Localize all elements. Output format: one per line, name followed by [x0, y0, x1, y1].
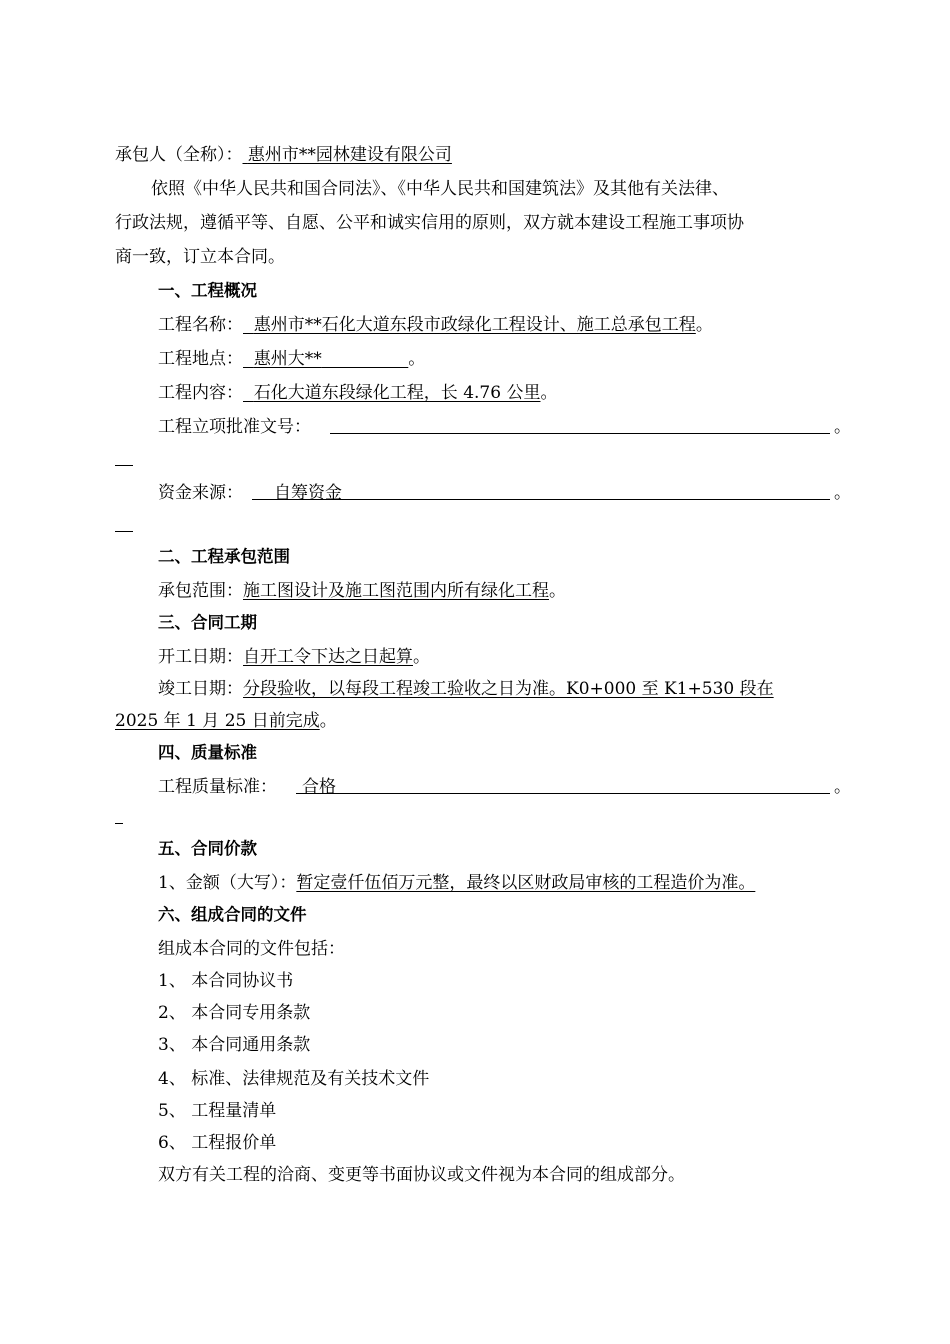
end-date-line-2: 2025 年 1 月 25 日前完成。	[115, 711, 337, 731]
project-location-line: 工程地点： 惠州大** 。	[158, 349, 426, 369]
document-item-1: 1、 本合同协议书	[158, 971, 294, 991]
funding-wrap-underline	[115, 531, 133, 532]
project-content-label: 工程内容：	[158, 383, 243, 403]
document-item-3: 3、 本合同通用条款	[158, 1035, 311, 1055]
contractor-line	[115, 143, 452, 167]
approval-number-label: 工程立项批准文号：	[158, 417, 311, 437]
funding-label: 资金来源：	[158, 483, 243, 503]
scope-label: 承包范围：	[158, 581, 243, 601]
document-item-6: 6、 工程报价单	[158, 1133, 277, 1153]
section-1-heading: 一、工程概况	[158, 281, 257, 300]
project-content-line: 工程内容： 石化大道东段绿化工程，长 4.76 公里。	[158, 383, 558, 403]
preamble-line-1: 依照《中华人民共和国合同法》、《中华人民共和国建筑法》及其他有关法律、	[151, 179, 729, 199]
project-location-value: 惠州大**	[253, 349, 322, 369]
documents-intro: 组成本合同的文件包括：	[158, 939, 345, 959]
start-date-label: 开工日期：	[158, 647, 243, 667]
quality-period: 。	[834, 777, 851, 797]
scope-line: 承包范围：施工图设计及施工图范围内所有绿化工程。	[158, 581, 566, 601]
project-location-label: 工程地点：	[158, 349, 243, 369]
document-item-5: 5、 工程量清单	[158, 1101, 277, 1121]
amount-line	[158, 871, 755, 895]
document-item-2: 2、 本合同专用条款	[158, 1003, 311, 1023]
amount-label: 1、金额（大写）：	[158, 873, 297, 893]
section-4-heading: 四、质量标准	[158, 743, 257, 762]
quality-label: 工程质量标准：	[158, 777, 277, 797]
quality-value: 合格	[302, 777, 336, 797]
documents-closing: 双方有关工程的洽商、变更等书面协议或文件视为本合同的组成部分。	[158, 1165, 685, 1185]
document-item-4: 4、 标准、法律规范及有关技术文件	[158, 1069, 430, 1089]
end-date-value-1: 分段验收，以每段工程竣工验收之日为准。K0+000 至 K1+530 段在	[243, 679, 774, 699]
project-name-value: 惠州市**石化大道东段市政绿化工程设计、施工总承包工程	[253, 315, 696, 335]
quality-wrap-underline	[115, 823, 123, 824]
section-3-heading: 三、合同工期	[158, 613, 257, 632]
start-date-line: 开工日期：自开工令下达之日起算。	[158, 647, 430, 667]
section-6-heading: 六、组成合同的文件	[158, 905, 307, 924]
start-date-value: 自开工令下达之日起算	[243, 647, 413, 667]
project-content-value: 石化大道东段绿化工程，长 4.76 公里	[253, 383, 541, 403]
end-date-label: 竣工日期：	[158, 679, 243, 699]
approval-period: 。	[834, 417, 851, 437]
preamble-line-2: 行政法规，遵循平等、自愿、公平和诚实信用的原则，双方就本建设工程施工事项协	[115, 213, 744, 233]
section-2-heading: 二、工程承包范围	[158, 547, 290, 566]
approval-number-blank	[330, 433, 830, 434]
approval-wrap-underline	[115, 465, 133, 466]
funding-period: 。	[834, 483, 851, 503]
end-date-value-2: 2025 年 1 月 25 日前完成	[115, 711, 320, 731]
project-name-label: 工程名称：	[158, 315, 243, 335]
preamble-line-3: 商一致，订立本合同。	[115, 247, 285, 267]
contractor-value: 惠州市**园林建设有限公司	[247, 145, 452, 165]
end-date-line	[158, 677, 774, 701]
project-name-line: 工程名称： 惠州市**石化大道东段市政绿化工程设计、施工总承包工程。	[158, 315, 713, 335]
section-5-heading: 五、合同价款	[158, 839, 257, 858]
scope-value: 施工图设计及施工图范围内所有绿化工程	[243, 581, 549, 601]
contractor-label: 承包人（全称）：	[115, 145, 243, 165]
quality-underline	[296, 793, 830, 794]
funding-value: 自筹资金	[274, 483, 342, 503]
amount-value: 暂定壹仟伍佰万元整，最终以区财政局审核的工程造价为准。	[296, 873, 756, 893]
